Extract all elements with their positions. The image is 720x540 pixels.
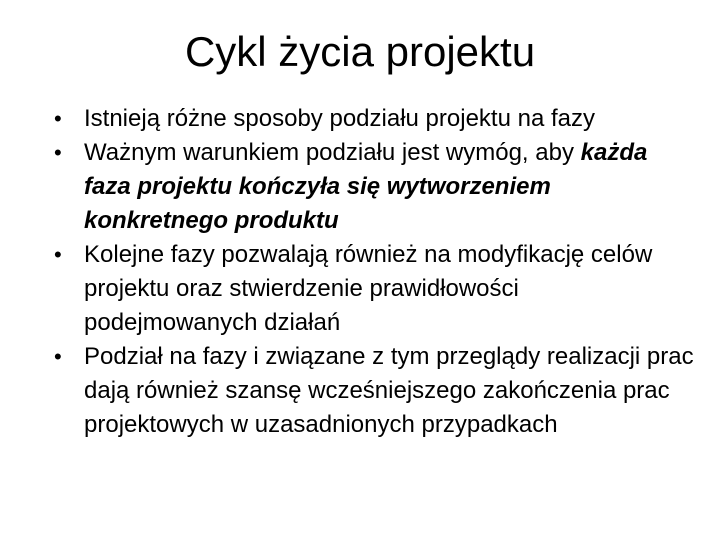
bullet-text: Podział na fazy i związane z tym przeglądy realizacji prac dają również szansę wcześniejszego zakończenia prac projektowych w uzasadnionych przypadkach: [84, 343, 694, 438]
bullet-dot-icon: •: [54, 242, 62, 267]
bullet-dot-icon: •: [54, 344, 62, 369]
bullet-list: [54, 102, 694, 442]
bullet-item: [54, 102, 694, 136]
bullet-item: [54, 136, 694, 238]
bullet-dot-icon: •: [54, 140, 62, 165]
bullet-text: Ważnym warunkiem podziału jest wymóg, aby: [84, 139, 581, 166]
bullet-item: [54, 340, 694, 442]
bullet-text: Istnieją różne sposoby podziału projektu na fazy: [84, 105, 595, 132]
bullet-emphasis-text: każda faza projektu kończyła się wytworzeniem konkretnego produktu: [84, 139, 648, 234]
slide-title: Cykl życia projektu: [184, 28, 536, 75]
bullet-text: Kolejne fazy pozwalają również na modyfikację celów projektu oraz stwierdzenie prawidłowości podejmowanych działań: [84, 241, 653, 336]
bullet-item: [54, 238, 694, 340]
bullet-dot-icon: •: [54, 106, 62, 131]
